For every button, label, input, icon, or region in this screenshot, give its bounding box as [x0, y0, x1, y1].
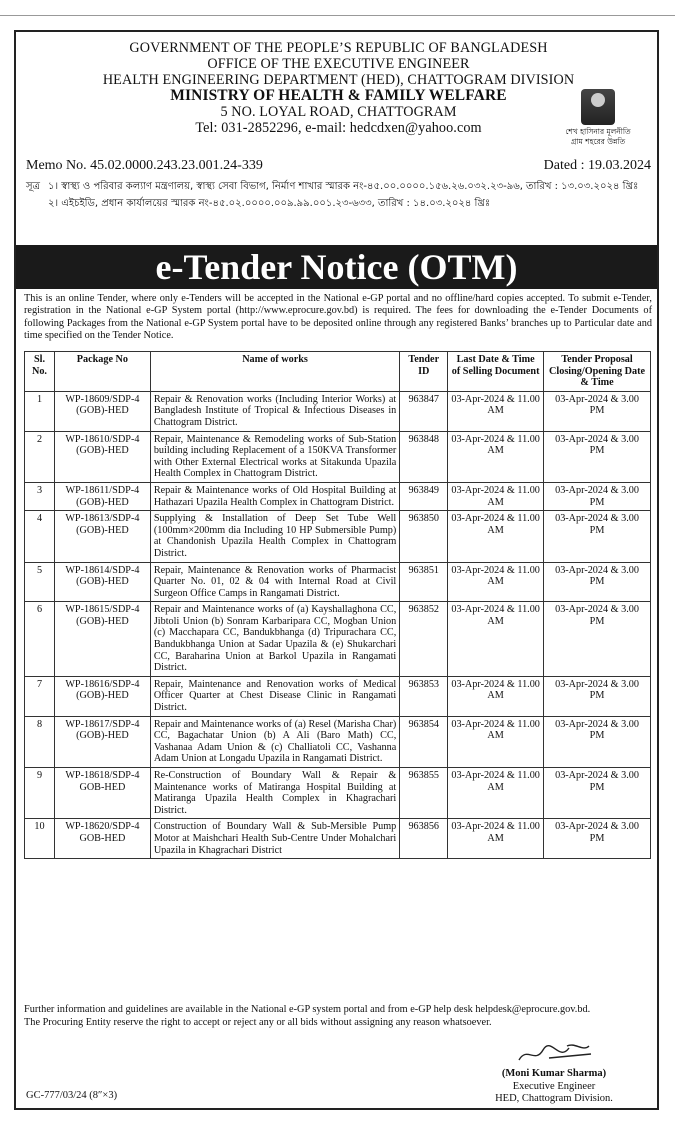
row-tender-id: 963852: [400, 602, 448, 677]
row-works: Repair, Maintenance and Renovation works of Medical Officer Quarter at Chest Disease Clinic in Rangamati District.: [150, 676, 399, 716]
footer-info: Further information and guidelines are available in the National e-GP system portal and from e-GP help desk helpdesk@eprocure.gov.bd.: [24, 1004, 591, 1015]
row-package: WP-18618/SDP-4 GOB-HED: [54, 768, 150, 819]
footer-notes: [24, 1004, 652, 1029]
ministry-title: MINISTRY OF HEALTH & FAMILY WELFARE: [170, 87, 507, 104]
row-closing: 03-Apr-2024 & 3.00 PM: [544, 716, 651, 767]
row-closing: 03-Apr-2024 & 3.00 PM: [544, 511, 651, 562]
reference-2: ২। এইচইডি, প্রধান কার্যালয়ের স্মারক নং-৪৫.০২.০০০০.০০৯.৯৯.০০১.২৩-৬৩৩, তারিখ : ১৪.০৩.২০২৪ খ্রিঃ: [48, 198, 491, 209]
row-selling: 03-Apr-2024 & 11.00 AM: [448, 768, 544, 819]
row-works: Repair, Maintenance & Renovation works of Pharmacist Quarter No. 01, 02 & 04 with Internal Road at Civil Surgeon Office Camps in Rangamati District.: [150, 562, 399, 602]
header-selling: Last Date & Time of Selling Document: [448, 352, 544, 392]
row-sl: 7: [25, 676, 55, 716]
table-row: [25, 562, 651, 602]
row-tender-id: 963855: [400, 768, 448, 819]
table-row: [25, 391, 651, 431]
table-row: [25, 482, 651, 510]
signature-scribble: [479, 1040, 629, 1068]
row-closing: 03-Apr-2024 & 3.00 PM: [544, 819, 651, 859]
department-title: HEALTH ENGINEERING DEPARTMENT (HED), CHATTOGRAM DIVISION: [102, 72, 575, 88]
signatory-office: HED, Chattogram Division.: [495, 1093, 613, 1104]
reference-1: ১। স্বাস্থ্য ও পরিবার কল্যাণ মন্ত্রণালয়, স্বাস্থ্য সেবা বিভাগ, নির্মাণ শাখার স্মারক নং-৪৫.০০.০০০০.১৫৬.২৬.০৩২.২৩-৯৬, তারিখ : ১৩.০৩.২০২৪ খ্রিঃ: [48, 181, 639, 192]
row-selling: 03-Apr-2024 & 11.00 AM: [448, 676, 544, 716]
row-package: WP-18610/SDP-4 (GOB)-HED: [54, 431, 150, 482]
row-sl: 8: [25, 716, 55, 767]
row-package: WP-18614/SDP-4 (GOB)-HED: [54, 562, 150, 602]
row-closing: 03-Apr-2024 & 3.00 PM: [544, 676, 651, 716]
notice-title: e-Tender Notice (OTM): [16, 245, 657, 289]
table-row: [25, 431, 651, 482]
row-selling: 03-Apr-2024 & 11.00 AM: [448, 602, 544, 677]
row-selling: 03-Apr-2024 & 11.00 AM: [448, 819, 544, 859]
clipped-top-edge: [0, 0, 675, 16]
emblem-caption: শেখ হাসিনার মূলনীতি গ্রাম শহরের উন্নতি: [565, 127, 631, 146]
row-tender-id: 963847: [400, 391, 448, 431]
header-closing: Tender Proposal Closing/Opening Date & Time: [544, 352, 651, 392]
row-package: WP-18620/SDP-4 GOB-HED: [54, 819, 150, 859]
row-works: Supplying & Installation of Deep Set Tube Well (100mm×200mm dia Including 10 HP Submersible Pump) at Chandonish Upazila Health Complex in Chattogram District.: [150, 511, 399, 562]
row-tender-id: 963848: [400, 431, 448, 482]
row-tender-id: 963849: [400, 482, 448, 510]
notice-frame: [14, 30, 659, 1110]
header-works: Name of works: [150, 352, 399, 392]
table-row: [25, 676, 651, 716]
row-package: WP-18615/SDP-4 (GOB)-HED: [54, 602, 150, 677]
signature-block: [479, 1040, 629, 1106]
row-tender-id: 963851: [400, 562, 448, 602]
row-tender-id: 963856: [400, 819, 448, 859]
memo-line: [26, 158, 651, 174]
row-sl: 2: [25, 431, 55, 482]
row-tender-id: 963854: [400, 716, 448, 767]
row-package: WP-18611/SDP-4 (GOB)-HED: [54, 482, 150, 510]
row-tender-id: 963850: [400, 511, 448, 562]
row-sl: 9: [25, 768, 55, 819]
tender-table: [24, 351, 651, 859]
row-package: WP-18609/SDP-4 (GOB)-HED: [54, 391, 150, 431]
government-title: GOVERNMENT OF THE PEOPLE’S REPUBLIC OF BANGLADESH: [129, 40, 548, 56]
row-sl: 6: [25, 602, 55, 677]
row-package: WP-18617/SDP-4 (GOB)-HED: [54, 716, 150, 767]
row-works: Repair, Maintenance & Remodeling works of Sub-Station building including Replacement of a 150KVA Transformer with Other External Electrical works at Sitakunda Upazila Health Complex in Chattogram District.: [150, 431, 399, 482]
row-selling: 03-Apr-2024 & 11.00 AM: [448, 562, 544, 602]
intro-paragraph: This is an online Tender, where only e-Tenders will be accepted in the National e-GP portal and no offline/hard copies accepted. To submit e-Tender, registration in the National e-GP System portal (http://www.eprocure.gov.bd) is required. The fees for downloading the e-Tender Documents of following Packages from the National e-GP System portal have to be deposited online through any registered Banks’ branches up to Particular date and time specified on the Tender Notice.: [24, 293, 652, 341]
row-closing: 03-Apr-2024 & 3.00 PM: [544, 431, 651, 482]
memo-date: Dated : 19.03.2024: [543, 158, 651, 173]
contact-info: Tel: 031-2852296, e-mail: hedcdxen@yahoo.com: [195, 120, 482, 136]
table-row: [25, 768, 651, 819]
row-works: Repair and Maintenance works of (a) Resel (Marisha Char) CC, Bagachatar Union (b) A Ali (Baro Math) CC, Vashanaa Adam Union & (c) Challiatoli CC, Vashanna Adam Union at Longadu Upazila in Rangamati District.: [150, 716, 399, 767]
portrait-icon: [581, 89, 615, 125]
row-works: Repair & Maintenance works of Old Hospital Building at Hathazari Upazila Health Complex in Chattogram District.: [150, 482, 399, 510]
row-works: Construction of Boundary Wall & Sub-Mersible Pump Motor at Maishchari Health Sub-Centre Under Mohalchari Upazila in Khagrachari District: [150, 819, 399, 859]
table-row: [25, 819, 651, 859]
table-header-row: [25, 352, 651, 392]
row-works: Re-Construction of Boundary Wall & Repair & Maintenance works of Matiranga Hospital Building at Matiranga Upazila Health Complex in Khagrachari District.: [150, 768, 399, 819]
row-sl: 4: [25, 511, 55, 562]
memo-number: Memo No. 45.02.0000.243.23.001.24-339: [26, 158, 263, 173]
header-sl: Sl. No.: [25, 352, 55, 392]
row-selling: 03-Apr-2024 & 11.00 AM: [448, 391, 544, 431]
table-row: [25, 716, 651, 767]
row-closing: 03-Apr-2024 & 3.00 PM: [544, 768, 651, 819]
row-package: WP-18613/SDP-4 (GOB)-HED: [54, 511, 150, 562]
row-selling: 03-Apr-2024 & 11.00 AM: [448, 482, 544, 510]
publication-code: GC-777/03/24 (8″×3): [26, 1090, 118, 1101]
row-works: Repair & Renovation works (Including Interior Works) at Bangladesh Institute of Tropical & Infectious Diseases in Chattogram District.: [150, 391, 399, 431]
office-address: 5 NO. LOYAL ROAD, CHATTOGRAM: [220, 104, 457, 120]
office-title: OFFICE OF THE EXECUTIVE ENGINEER: [207, 56, 470, 72]
row-closing: 03-Apr-2024 & 3.00 PM: [544, 562, 651, 602]
row-selling: 03-Apr-2024 & 11.00 AM: [448, 716, 544, 767]
row-closing: 03-Apr-2024 & 3.00 PM: [544, 602, 651, 677]
references: [26, 178, 651, 212]
row-works: Repair and Maintenance works of (a) Kayshallaghona CC, Jibtoli Union (b) Sonram Karbaripara CC, Mogban Union (c) Macchapara CC, Bandukbhanga (d) Tripurachara CC, Bandukbhanga Union at Sadar Upazila & (e) Shukarchari CC, Baraharina Union at Barkol Upazila in Rangamati District.: [150, 602, 399, 677]
portrait-emblem: [563, 89, 633, 147]
signatory-name: (Moni Kumar Sharma): [501, 1068, 607, 1079]
row-selling: 03-Apr-2024 & 11.00 AM: [448, 511, 544, 562]
table-row: [25, 602, 651, 677]
row-closing: 03-Apr-2024 & 3.00 PM: [544, 482, 651, 510]
header-package: Package No: [54, 352, 150, 392]
table-row: [25, 511, 651, 562]
row-tender-id: 963853: [400, 676, 448, 716]
row-selling: 03-Apr-2024 & 11.00 AM: [448, 431, 544, 482]
reference-label: সূত্র: [26, 181, 40, 192]
row-sl: 10: [25, 819, 55, 859]
row-closing: 03-Apr-2024 & 3.00 PM: [544, 391, 651, 431]
signatory-designation: Executive Engineer: [512, 1080, 596, 1092]
footer-rights: The Procuring Entity reserve the right to accept or reject any or all bids without assigning any reason whatsoever.: [24, 1016, 492, 1028]
header-tender-id: Tender ID: [400, 352, 448, 392]
row-package: WP-18616/SDP-4 (GOB)-HED: [54, 676, 150, 716]
row-sl: 5: [25, 562, 55, 602]
row-sl: 3: [25, 482, 55, 510]
row-sl: 1: [25, 391, 55, 431]
